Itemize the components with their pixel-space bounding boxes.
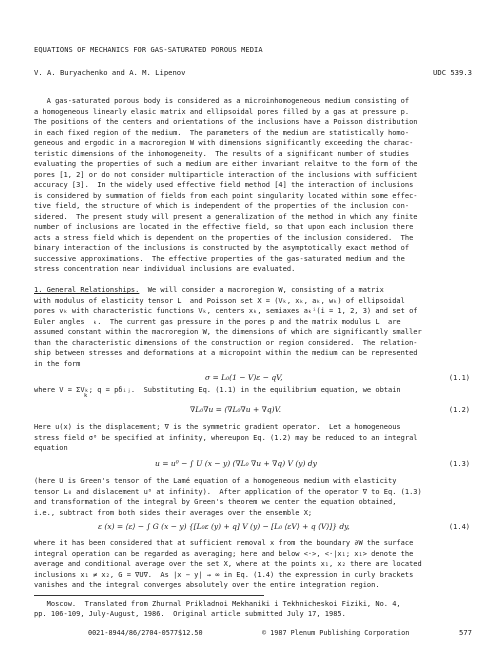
section-text: We will consider a macroregion W, consisting of a matrix — [139, 286, 384, 294]
abstract-line: teristic dimensions of the inhomogeneity. The results of a significant number of studies — [34, 149, 410, 158]
body-line: vanishes and the integral converges absolutely over the entire integration region. — [34, 581, 380, 589]
abstract-line: The positions of the centers and orientations of the inclusions have a Poisson distribution — [34, 118, 418, 126]
authors: V. A. Buryachenko and A. M. Lipenov — [34, 68, 186, 77]
body-line: inclusions x₁ ≠ x₂, G = ∇U∇. As |x − y| → ∞ in Eq. (1.4) the expression in curly brackets — [34, 570, 414, 579]
copyright: © 1987 Plenum Publishing Corporation — [262, 629, 410, 637]
equation-1-4: ε (x) = ⟨ε⟩ − ∫ G (x − y) {[L₀ε (y) + q] V (y) − [L₀ ⟨εV⟩ + q ⟨V⟩]} dy, — [98, 522, 350, 531]
abstract-line: tive field, the structure of which is independent of the properties of the inclusion con- — [34, 202, 410, 210]
footnote-rule — [34, 595, 264, 596]
issn-code: 0021-8944/86/2704-0577$12.50 — [88, 629, 203, 637]
abstract-line: binary interaction of the inclusions is constructed by the asymptotically exact method of — [34, 244, 410, 252]
paper-title: EQUATIONS OF MECHANICS FOR GAS-SATURATED POROUS MEDIA — [34, 46, 263, 54]
body-line: equation — [34, 444, 68, 452]
body-line: i.e., subtract from both sides their averages over the ensemble X; — [34, 508, 313, 517]
abstract-line: number of inclusions are located in the effective field, so that upon each inclusion there — [34, 223, 414, 231]
udc-code: UDC 539.3 — [433, 68, 472, 77]
section-line: Euler angles ₖ. The current gas pressure in the pores p and the matrix modulus L are — [34, 317, 401, 326]
abstract-line: sidered. The present study will present a generalization of the method in which any finite — [34, 212, 418, 221]
body-line: where it has been considered that at sufficient removal x from the boundary ∂W the surface — [34, 539, 414, 547]
footnote-line: pp. 106-109, July-August, 1986. Original article submitted July 17, 1985. — [34, 610, 346, 618]
equation-number: (1.3) — [448, 460, 470, 468]
abstract-line: in each fixed region of the medium. The parameters of the medium are statistically homo- — [34, 128, 410, 137]
abstract-line: accuracy [3]. In the widely used effective field method [4] the interaction of inclusions — [34, 181, 414, 189]
abstract-line: geneous and ergodic in a macroregion W with dimensions significantly exceeding the charac- — [34, 139, 414, 147]
equation-number: (1.4) — [448, 523, 470, 531]
body-line: Here u(x) is the displacement; ∇ is the symmetric gradient operator. Let a homogeneous — [34, 423, 401, 431]
abstract-line: is considered by summation of fields from each point singularity located within some effec- — [34, 191, 418, 200]
body-line: integral operation can be regarded as averaging; here and below <·>, <·|x₁; x₁> denote the — [34, 549, 414, 558]
body-line: (here U is Green's tensor of the Lamé equation of a homogeneous medium with elasticity — [34, 477, 397, 485]
section-line: with modulus of elasticity tensor L and Poisson set X = (Vₖ, xₖ, aₖ, wₖ) of ellipsoidal — [34, 296, 405, 305]
section-line: assumed constant within the macroregion W, the dimensions of which are significantly smaller — [34, 328, 422, 336]
equation-number: (1.2) — [448, 406, 470, 414]
body-line: and transformation of the integral by Green's theorem we center the equation obtained, — [34, 498, 397, 506]
body-line: average and conditional average over the set X, where at the points x₁, x₂ there are located — [34, 560, 422, 568]
abstract-line: acts a stress field which is dependent on the properties of the inclusion considered. The — [34, 233, 414, 242]
where-line: where V = ΣVₖ; q = pδᵢⱼ. Substituting Eq. (1.1) in the equilibrium equation, we obtain — [34, 386, 401, 394]
abstract-line: successive approximations. The effective properties of the gas-saturated medium and the — [34, 254, 405, 263]
equation-1-1: σ = L₀(1 − V)ε − qV, — [205, 373, 283, 382]
section-line: pores vₖ with characteristic functions Vₖ, centers xₖ, semiaxes aₖⁱ(i = 1, 2, 3) and set of — [34, 307, 418, 315]
page-number: 577 — [459, 628, 472, 637]
abstract-line: stress concentration near individual inclusions are evaluated. — [34, 265, 296, 273]
abstract-line: evaluating the properties of such a medium are either invariant relaitve to the form of the — [34, 160, 418, 168]
footnote-line: Moscow. Translated from Zhurnal Prikladnoi Mekhaniki i Tekhnicheskoi Fiziki, No. 4, — [34, 600, 401, 608]
equation-number: (1.1) — [448, 374, 470, 382]
equation-1-3: u = u⁰ − ∫ U (x − y) (∇L₀ ∇u + ∇q) V (y) dy — [155, 459, 317, 468]
abstract-line: a homogeneous linearly elasic matrix and ellipsoidal pores filled by a gas at pressure p. — [34, 107, 410, 116]
section-line: in the form — [34, 359, 81, 368]
body-line: tensor L₀ and dislacement u⁰ at infinity). After application of the operator ∇ to Eq. (1.3) — [34, 487, 422, 496]
section-line: ship between stresses and deformations at a micropoint within the medium can be represented — [34, 349, 418, 357]
body-line: stress field σ⁰ be specified at infinity, whereupon Eq. (1.2) may be reduced to an integral — [34, 433, 418, 442]
sum-subscript: k — [84, 393, 88, 399]
section-line: than the characteristic dimensions of the construction or region considered. The relation- — [34, 338, 418, 347]
section-heading: 1. General Relationships. — [34, 286, 140, 294]
abstract-line: pores [1, 2] or do not consider multiparticle interaction of the inclusions with sufficient — [34, 170, 418, 179]
section-1-first-line — [34, 285, 484, 296]
abstract-line: A gas-saturated porous body is considered as a microinhomogeneous medium consisting of — [34, 97, 410, 105]
equation-1-2: ∇L₀∇u = (∇L₀∇u + ∇q)V. — [190, 405, 282, 414]
